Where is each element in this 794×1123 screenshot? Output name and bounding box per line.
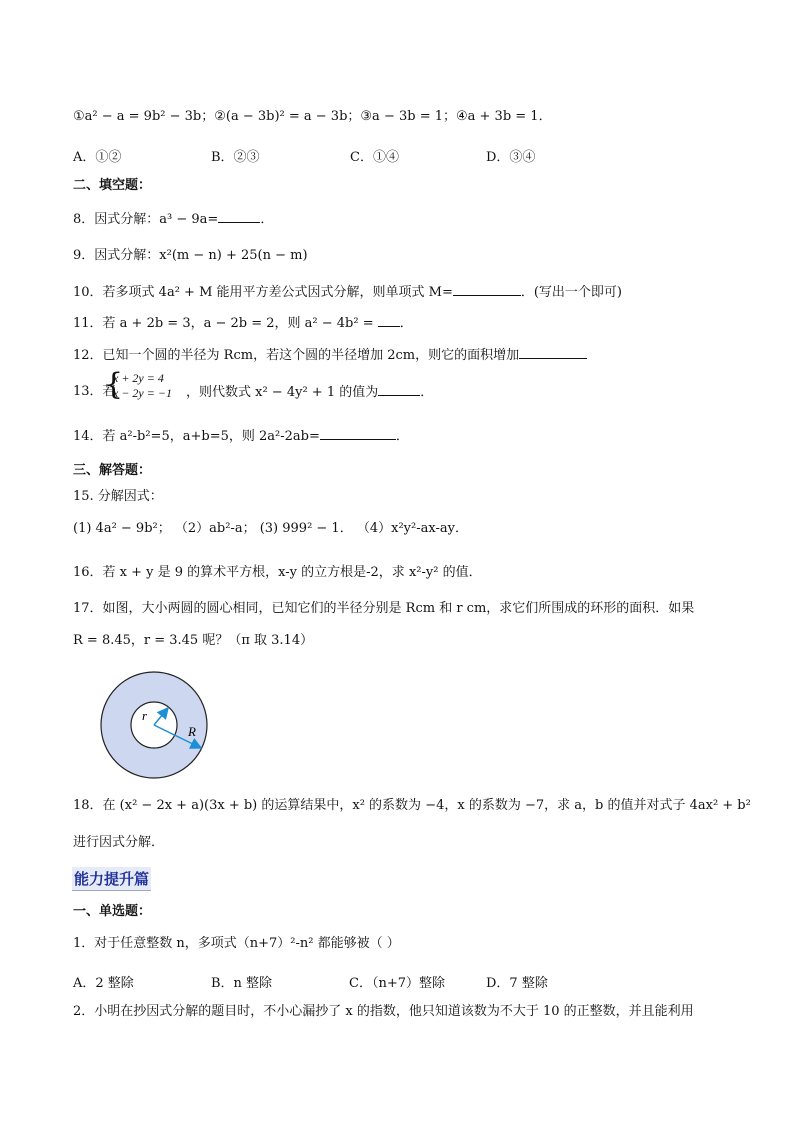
concentric-circles-figure	[70, 668, 240, 784]
answer-blank	[378, 314, 400, 327]
section-solve: 三、解答题：	[73, 463, 152, 478]
section-single-choice: 一、单选题：	[73, 904, 152, 919]
question-13-end: ．	[420, 385, 434, 400]
question-14-end: ．	[395, 429, 409, 444]
question-10-text: 10．若多项式 4a² + M 能用平方差公式因式分解，则单项式 M=	[73, 285, 453, 300]
equation-1: x + 2y = 4	[113, 371, 164, 385]
question-13-prefix: 13．若	[73, 384, 116, 399]
choice-b: B．②③	[211, 150, 260, 165]
choice-b2: B．n 整除	[211, 976, 273, 991]
question-10-end: ．(写出一个即可)	[520, 285, 623, 300]
q7-options-line: ①a² − a = 9b² − 3b；②(a − 3b)² = a − 3b；③a − 3b = 1；④a + 3b = 1．	[73, 109, 552, 124]
question-15-items: (1) 4a² − 9b²； （2）ab²-a； (3) 999² − 1． （4）x²y²-ax-ay．	[73, 521, 468, 536]
answer-blank	[519, 346, 587, 359]
section-title: 能力提升篇	[72, 867, 151, 891]
question-9: 9．因式分解：x²(m − n) + 25(n − m)	[73, 248, 308, 263]
question-14	[73, 427, 409, 446]
problem-1: 1．对于任意整数 n，多项式（n+7）²-n² 都能够被（ ）	[73, 936, 400, 951]
question-14-text: 14．若 a²-b²=5，a+b=5，则 2a²-2ab=	[73, 429, 320, 444]
label-R: R	[188, 724, 196, 739]
question-17-line2: R = 8.45，r = 3.45 呢？（π 取 3.14）	[73, 633, 314, 648]
section-fill-in: 二、填空题：	[73, 178, 152, 193]
problem-2: 2．小明在抄因式分解的题目时，不小心漏抄了 x 的指数，他只知道该数为不大于 10 的正整数，并且能利用	[73, 1004, 694, 1019]
question-12	[73, 346, 587, 365]
question-15: 15. 分解因式：	[73, 489, 163, 504]
question-11-end: ．	[399, 316, 413, 331]
question-16: 16．若 x + y 是 9 的算术平方根，x-y 的立方根是-2，求 x²-y² 的值．	[73, 565, 482, 580]
question-11-text: 11．若 a + 2b = 3，a − 2b = 2，则 a² − 4b² =	[73, 316, 374, 331]
choice-c2: C．（n+7）整除	[349, 976, 445, 991]
choice-a: A．①②	[73, 150, 122, 165]
question-18-line2: 进行因式分解．	[73, 835, 165, 850]
answer-blank	[378, 383, 420, 396]
question-13-text: ，则代数式 x² − 4y² + 1 的值为	[186, 385, 379, 400]
label-r: r	[142, 708, 148, 723]
question-8	[73, 210, 273, 229]
answer-blank	[453, 283, 521, 296]
question-12-text: 12．已知一个圆的半径为 Rcm，若这个圆的半径增加 2cm，则它的面积增加	[73, 348, 520, 363]
brace-icon: {	[104, 367, 124, 402]
question-8-end: ．	[260, 212, 274, 227]
choice-d: D．③④	[486, 150, 536, 165]
question-10	[73, 283, 622, 302]
question-13-suffix	[186, 383, 433, 402]
answer-blank	[320, 427, 396, 440]
question-18-line1: 18．在 (x² − 2x + a)(3x + b) 的运算结果中，x² 的系数为 −4，x 的系数为 −7，求 a，b 的值并对式子 4ax² + b²	[73, 798, 751, 813]
choice-a2: A．2 整除	[73, 976, 134, 991]
equation-system	[104, 367, 172, 402]
choice-c: C．①④	[350, 150, 399, 165]
question-17-line1: 17．如图，大小两圆的圆心相同，已知它们的半径分别是 Rcm 和 r cm，求它们所围成的环形的面积．如果	[73, 601, 695, 616]
question-11	[73, 314, 413, 333]
choice-d2: D．7 整除	[486, 976, 548, 991]
answer-blank	[218, 210, 260, 223]
equation-2: x − 2y = −1	[113, 386, 172, 400]
question-8-text: 8．因式分解：a³ − 9a=	[73, 212, 219, 227]
